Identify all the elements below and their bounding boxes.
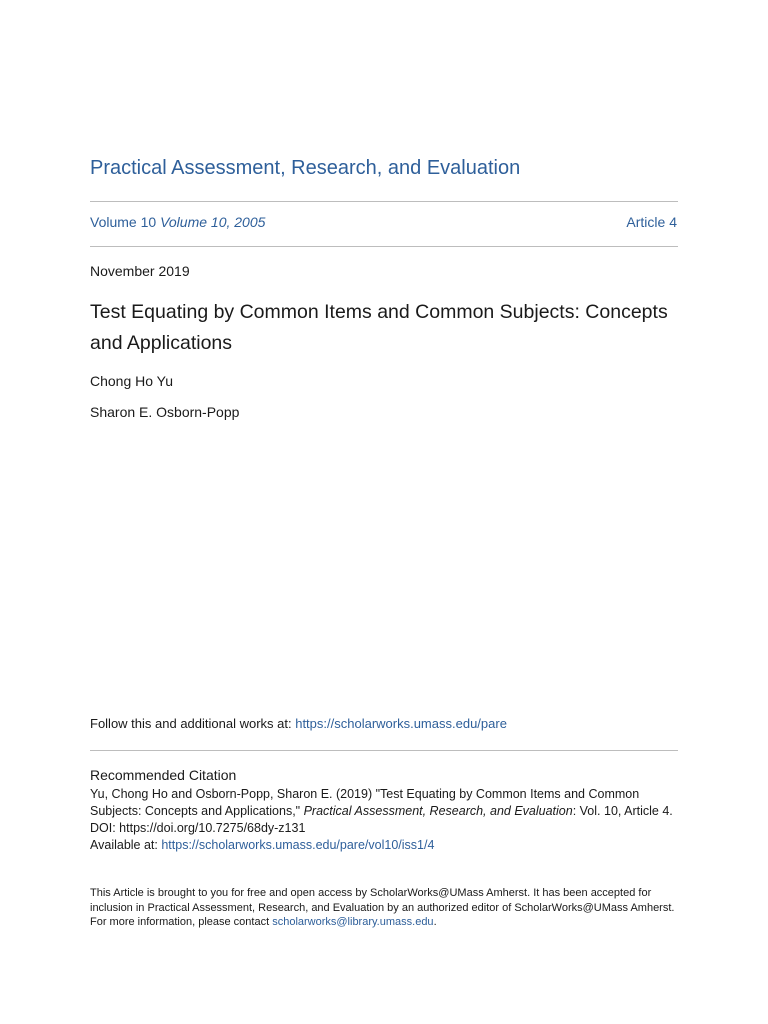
recommended-citation-heading: Recommended Citation [90, 767, 237, 783]
journal-title[interactable]: Practical Assessment, Research, and Evaluation [90, 157, 521, 179]
citation-block [90, 786, 690, 854]
article-number-link[interactable]: Article 4 [626, 214, 677, 230]
publication-date: November 2019 [90, 263, 190, 279]
volume-link[interactable]: Volume 10 [90, 214, 157, 230]
access-text: This Article is brought to you for free and open access by ScholarWorks@UMass Amherst. It has been accepted for inclusion in Practical Assessment, Research, and Evaluation by an authorized editor of ScholarWorks@UMass Amherst. For more information, please contact [90, 887, 675, 928]
article-title: Test Equating by Common Items and Common Subjects: Concepts and Applications [90, 301, 668, 354]
citation-doi: DOI: https://doi.org/10.7275/68dy-z131 [90, 821, 306, 835]
author-2: Sharon E. Osborn-Popp [90, 404, 240, 420]
available-link[interactable]: https://scholarworks.umass.edu/pare/vol10/iss1/4 [161, 838, 435, 852]
citation-text: Yu, Chong Ho and Osborn-Popp, Sharon E. (2019) "Test Equating by Common Items and Common Subjects: Concepts and Applications," [90, 787, 640, 818]
access-end: . [433, 916, 437, 928]
volume-line [90, 214, 265, 230]
access-statement [90, 886, 690, 930]
follow-line [90, 716, 507, 731]
follow-text: Follow this and additional works at: [90, 716, 296, 731]
citation-journal: Practical Assessment, Research, and Evaluation [303, 804, 573, 818]
follow-link[interactable]: https://scholarworks.umass.edu/pare [295, 716, 507, 731]
citation-divider [90, 750, 678, 751]
volume-divider [90, 246, 678, 247]
contact-email-link[interactable]: scholarworks@library.umass.edu [272, 916, 434, 928]
citation-volume: : Vol. 10, Article 4. [572, 804, 673, 818]
top-divider [90, 201, 678, 202]
volume-year-link[interactable]: Volume 10, 2005 [160, 214, 266, 230]
available-label: Available at: [90, 838, 162, 852]
author-1: Chong Ho Yu [90, 373, 174, 389]
